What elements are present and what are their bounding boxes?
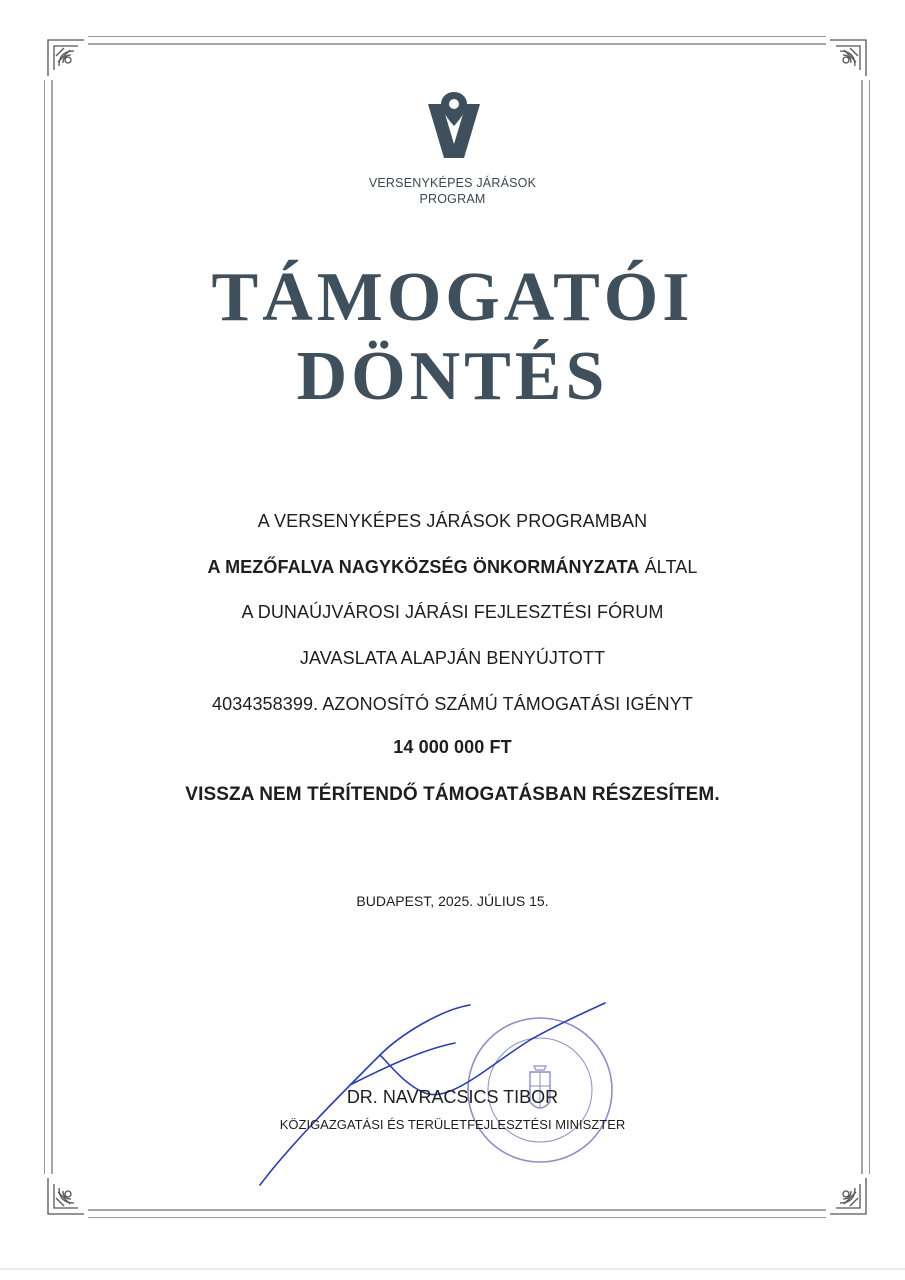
corner-ornament-icon xyxy=(826,36,870,80)
place-and-date: BUDAPEST, 2025. JÚLIUS 15. xyxy=(356,893,549,909)
document-title-line2: DÖNTÉS xyxy=(296,338,609,415)
signer-title: KÖZIGAZGATÁSI ÉS TERÜLETFEJLESZTÉSI MINISZTER xyxy=(279,1117,626,1132)
corner-ornament-icon xyxy=(826,1174,870,1218)
program-name-line2: PROGRAM xyxy=(419,192,486,206)
beneficiary-name: A MEZŐFALVA NAGYKÖZSÉG ÖNKORMÁNYZATA xyxy=(207,557,640,577)
corner-ornament-icon xyxy=(44,36,88,80)
body-line-decision: VISSZA NEM TÉRÍTENDŐ TÁMOGATÁSBAN RÉSZESÍTEM. xyxy=(185,784,720,805)
body-line-proposal: JAVASLATA ALAPJÁN BENYÚJTOTT xyxy=(299,648,606,668)
page-bottom-edge xyxy=(0,1268,905,1270)
signer-name: DR. NAVRACSICS TIBOR xyxy=(346,1087,559,1107)
body-line-application-id: 4034358399. AZONOSÍTÓ SZÁMÚ TÁMOGATÁSI IGÉNYT xyxy=(212,694,693,714)
document-title-line1: TÁMOGATÓI xyxy=(211,259,694,336)
corner-ornament-icon xyxy=(44,1174,88,1218)
body-line-program: A VERSENYKÉPES JÁRÁSOK PROGRAMBAN xyxy=(257,511,648,531)
beneficiary-suffix: ÁLTAL xyxy=(639,557,698,577)
program-logo-icon xyxy=(426,92,482,158)
body-line-beneficiary xyxy=(0,557,905,578)
grant-amount: 14 000 000 FT xyxy=(393,737,512,757)
program-name-line1: VERSENYKÉPES JÁRÁSOK xyxy=(368,176,537,190)
body-line-forum: A DUNAÚJVÁROSI JÁRÁSI FEJLESZTÉSI FÓRUM xyxy=(241,602,664,622)
